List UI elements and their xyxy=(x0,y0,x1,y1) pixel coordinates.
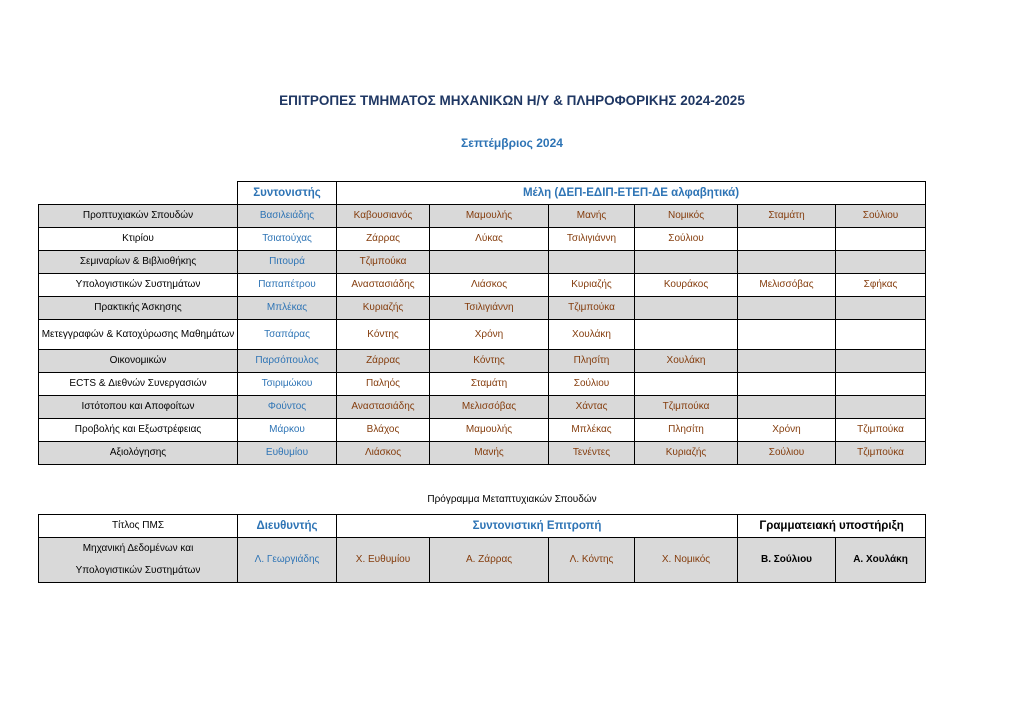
committee-name: Μετεγγραφών & Κατοχύρωσης Μαθημάτων xyxy=(39,320,238,350)
committee-member: Αναστασιάδης xyxy=(337,274,430,297)
committees-table xyxy=(38,181,926,465)
committee-member: Τσιλιγιάννη xyxy=(430,297,549,320)
committee-member: Χ. Νομικός xyxy=(635,538,738,583)
page-subtitle: Σεπτέμβριος 2024 xyxy=(461,136,563,150)
table-row xyxy=(39,373,926,396)
committee-member: Χρόνη xyxy=(430,320,549,350)
program-director: Λ. Γεωργιάδης xyxy=(238,538,337,583)
committee-name: ECTS & Διεθνών Συνεργασιών xyxy=(39,373,238,396)
postgrad-table xyxy=(38,514,926,583)
committee-member: Τζιμπούκα xyxy=(836,419,926,442)
committee-member: Σταμάτη xyxy=(430,373,549,396)
program-title-header: Τίτλος ΠΜΣ xyxy=(39,515,238,538)
committee-member: Σφήκας xyxy=(836,274,926,297)
committee-member xyxy=(738,373,836,396)
postgrad-header-row xyxy=(39,515,926,538)
committee-member: Κυριαζής xyxy=(337,297,430,320)
committee-member: Κυριαζής xyxy=(635,442,738,465)
committee-member: Μανής xyxy=(549,205,635,228)
committee-coordinator: Μπλέκας xyxy=(238,297,337,320)
committee-member: Τενέντες xyxy=(549,442,635,465)
committee-coordinator: Τσιριμώκου xyxy=(238,373,337,396)
committee-coordinator: Τσαπάρας xyxy=(238,320,337,350)
committee-member: Τζιμπούκα xyxy=(635,396,738,419)
committee-member xyxy=(836,228,926,251)
committee-coordinator: Βασιλειάδης xyxy=(238,205,337,228)
committee-member: Τσιλιγιάννη xyxy=(549,228,635,251)
committee-member: Ζάρρας xyxy=(337,228,430,251)
committee-member xyxy=(738,228,836,251)
committee-name: Αξιολόγησης xyxy=(39,442,238,465)
committee-name: Πρακτικής Άσκησης xyxy=(39,297,238,320)
committee-member: Μπλέκας xyxy=(549,419,635,442)
committee-member: Χουλάκη xyxy=(635,350,738,373)
committee-member: Λ. Κόντης xyxy=(549,538,635,583)
committee-member: Παληός xyxy=(337,373,430,396)
committee-member: Τζιμπούκα xyxy=(337,251,430,274)
committee-member: Ζάρρας xyxy=(337,350,430,373)
committee-coordinator: Παπαπέτρου xyxy=(238,274,337,297)
committee-member xyxy=(738,350,836,373)
committee-name: Σεμιναρίων & Βιβλιοθήκης xyxy=(39,251,238,274)
committee-member: Τζιμπούκα xyxy=(836,442,926,465)
table-row xyxy=(39,350,926,373)
committee-member xyxy=(836,396,926,419)
table-row xyxy=(39,297,926,320)
committee-member: Χ. Ευθυμίου xyxy=(337,538,430,583)
committee-member: Χουλάκη xyxy=(549,320,635,350)
committee-member xyxy=(635,373,738,396)
table-row xyxy=(39,274,926,297)
committee-name: Υπολογιστικών Συστημάτων xyxy=(39,274,238,297)
table-row xyxy=(39,396,926,419)
committee-member: Πλησίτη xyxy=(635,419,738,442)
committee-member xyxy=(549,251,635,274)
committee-member: Λιάσκος xyxy=(337,442,430,465)
committee-member xyxy=(738,297,836,320)
committee-name: Οικονομικών xyxy=(39,350,238,373)
committee-member: Καβουσιανός xyxy=(337,205,430,228)
committee-member: Σούλιου xyxy=(635,228,738,251)
committee-member xyxy=(635,297,738,320)
members-header: Μέλη (ΔΕΠ-ΕΔΙΠ-ΕΤΕΠ-ΔΕ αλφαβητικά) xyxy=(337,182,926,205)
table-row xyxy=(39,419,926,442)
secretariat-member: Α. Χουλάκη xyxy=(836,538,926,583)
committee-member: Λιάσκος xyxy=(430,274,549,297)
committee-coordinator: Μάρκου xyxy=(238,419,337,442)
table-row xyxy=(39,251,926,274)
committee-member xyxy=(738,396,836,419)
committee-name: Ιστότοπου και Αποφοίτων xyxy=(39,396,238,419)
postgrad-heading: Πρόγραμμα Μεταπτυχιακών Σπουδών xyxy=(427,494,597,505)
committee-name: Προπτυχιακών Σπουδών xyxy=(39,205,238,228)
program-name xyxy=(39,538,238,583)
committee-member: Αναστασιάδης xyxy=(337,396,430,419)
table-row xyxy=(39,320,926,350)
committee-member: Μανής xyxy=(430,442,549,465)
committee-member: Σούλιου xyxy=(738,442,836,465)
committee-member: Πλησίτη xyxy=(549,350,635,373)
committee-member: Κόντης xyxy=(337,320,430,350)
committee-member: Σταμάτη xyxy=(738,205,836,228)
committee-member: Κυριαζής xyxy=(549,274,635,297)
committee-header: Συντονιστική Επιτροπή xyxy=(337,515,738,538)
committee-member: Κόντης xyxy=(430,350,549,373)
committee-member: Χρόνη xyxy=(738,419,836,442)
table-row xyxy=(39,205,926,228)
committee-member: Σούλιου xyxy=(836,205,926,228)
committee-member xyxy=(430,251,549,274)
committee-member: Χάντας xyxy=(549,396,635,419)
committee-member xyxy=(836,320,926,350)
program-name-line2: Υπολογιστικών Συστημάτων xyxy=(75,565,201,576)
committee-member: Τζιμπούκα xyxy=(549,297,635,320)
committee-name: Προβολής και Εξωστρέφειας xyxy=(39,419,238,442)
committee-member xyxy=(836,251,926,274)
committee-member xyxy=(836,350,926,373)
committee-coordinator: Παρσόπουλος xyxy=(238,350,337,373)
committee-coordinator: Τσιατούχας xyxy=(238,228,337,251)
committee-name: Κτιρίου xyxy=(39,228,238,251)
coordinator-header: Συντονιστής xyxy=(238,182,337,205)
table-row xyxy=(39,538,926,583)
committees-header-row xyxy=(39,182,926,205)
committee-member: Μαμουλής xyxy=(430,419,549,442)
committee-member: Μελισσόβας xyxy=(430,396,549,419)
committee-coordinator: Πιτουρά xyxy=(238,251,337,274)
committee-member xyxy=(635,251,738,274)
secretariat-member: Β. Σούλιου xyxy=(738,538,836,583)
committee-member: Λύκας xyxy=(430,228,549,251)
committee-member xyxy=(836,297,926,320)
committee-member xyxy=(635,320,738,350)
committee-member xyxy=(738,320,836,350)
committee-member: Σούλιου xyxy=(549,373,635,396)
program-name-line1: Μηχανική Δεδομένων και xyxy=(82,543,194,554)
header-blank-cell xyxy=(39,182,238,205)
committee-member xyxy=(836,373,926,396)
committee-member xyxy=(738,251,836,274)
committee-member: Μελισσόβας xyxy=(738,274,836,297)
committee-coordinator: Ευθυμίου xyxy=(238,442,337,465)
table-row xyxy=(39,442,926,465)
secretariat-header: Γραμματειακή υποστήριξη xyxy=(738,515,926,538)
director-header: Διευθυντής xyxy=(238,515,337,538)
committee-member: Νομικός xyxy=(635,205,738,228)
page-title: ΕΠΙΤΡΟΠΕΣ ΤΜΗΜΑΤΟΣ ΜΗΧΑΝΙΚΩΝ Η/Υ & ΠΛΗΡΟΦΟΡΙΚΗΣ 2024-2025 xyxy=(279,93,745,108)
committee-member: Μαμουλής xyxy=(430,205,549,228)
committee-coordinator: Φούντος xyxy=(238,396,337,419)
committee-member: Βλάχος xyxy=(337,419,430,442)
committee-member: Κουράκος xyxy=(635,274,738,297)
committee-member: Α. Ζάρρας xyxy=(430,538,549,583)
table-row xyxy=(39,228,926,251)
